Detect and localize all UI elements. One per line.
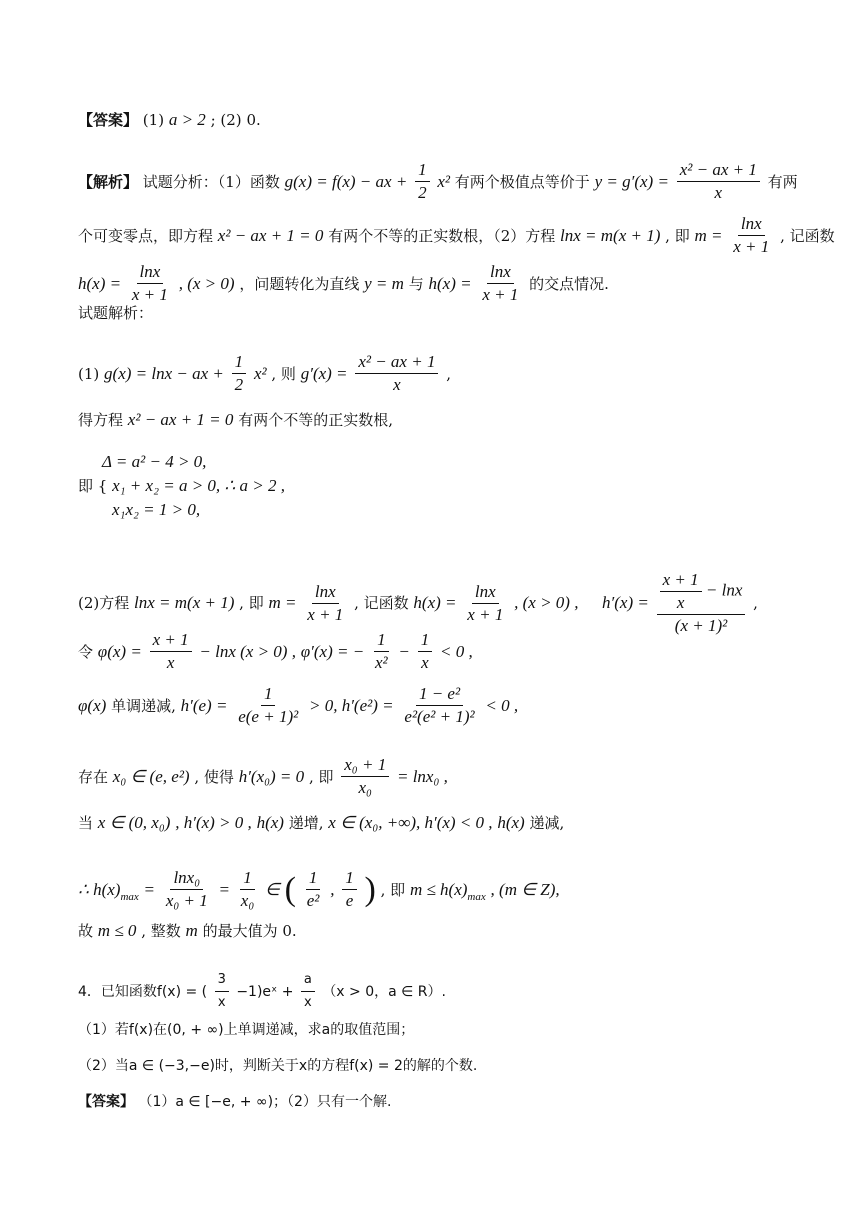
q4-d2: x [304,995,312,1010]
step7-d4: e [345,891,354,910]
step2-fraction [304,582,346,625]
step3-f2n: 1 [418,630,433,652]
analysis-line-2 [78,214,835,257]
step4-n2: 1 − e² [416,684,463,706]
step6-dec: 递减, [529,814,565,832]
analysis-line2-fraction [730,214,772,257]
step3-rest: − lnx (x > 0) , [199,641,296,661]
line3-fnum-2: lnx [487,262,514,284]
step5-den: x₀ [358,778,372,797]
step7-line: ∴ h(x)max = $\frac{\text{lnx₀}}{\text{x₀ + 1}}$ = $\frac{1}{\text{x₀}}$ ∈ ( $\frac{1}{\text{e²}}$ , $\frac{1}{e}$ ) , 即 m ≤ h(x)max , (m ∈ Z), [78,868,560,910]
step7-n4: 1 [342,868,357,890]
line3-text-c: 的交点情况. [529,274,609,293]
step3-f1d: x² [374,653,388,672]
line3-text-b: 与 [408,274,424,293]
line3-fraction-2 [479,262,521,305]
line3-fraction [129,262,171,305]
step1-sys-prefix: 即 { [78,477,108,495]
step2-hp-fraction [657,570,746,636]
step7-f2 [238,868,257,911]
q4-d: x [217,995,226,1010]
step7-c: m ≤ h(x) [409,879,468,899]
q4-c: （x > 0，a ∈ R）. [322,983,446,1000]
step4-n1: 1 [261,684,276,706]
analysis-tail: 有两 [767,172,798,191]
step6-i2: x ∈ (x₀, +∞), h′(x) < 0 , [328,813,493,832]
q4-part1: （1）若f(x)在(0, + ∞)上单调递减，求a的取值范围； [78,1022,415,1038]
step7-a: ∴ h(x) [78,879,121,899]
step4-d2: e²(e² + 1)² [404,707,475,726]
step1-part: (1) [78,364,100,383]
step8-b: , 整数 [141,922,181,940]
gprime-left: y = g′(x) = [594,171,669,191]
step2-hp-inner-fraction [660,570,702,613]
step5-fraction [341,755,389,798]
step2-line [78,570,758,636]
step2-h: h(x) = [413,593,457,612]
step7-d2: x₀ [240,891,255,910]
step5-c: , 即 [308,767,334,786]
step8-c: 的最大值为 [202,922,278,940]
analysis-mid: 有两个极值点等价于 [454,172,590,191]
step1-g: g(x) = lnx − ax + [104,363,224,383]
step4-f1 [235,684,301,727]
step3-fraction [150,630,192,673]
step1-sys1: Δ = a² − 4 > 0, [102,452,207,471]
step1-gp: g′(x) = [300,363,348,383]
step1-half [232,352,247,395]
step4-f2 [401,684,477,727]
analysis-line2-m: m = [694,225,723,245]
line3-fden-2: x + 1 [482,285,519,304]
step5-rest: = lnx₀ , [396,766,448,786]
answer-part1: (1) [142,111,165,129]
analysis-line2-eq: x² − ax + 1 = 0 [217,225,324,245]
analysis-line-1 [78,160,798,203]
step3-line [78,630,473,673]
line2-fnum: lnx [738,214,765,236]
step6-c1: , h′(x) > 0 , [175,813,252,832]
step6-inc: 递增, [288,814,324,832]
step3-f1 [372,630,391,673]
solution-label: 试题解析： [78,304,154,322]
gprime-fraction [677,160,760,203]
step2-end: , [753,594,758,612]
step8-m2: m [185,921,198,940]
step1-gp-fraction [355,352,438,395]
step3-den: x [166,653,175,672]
step7-sub: max [120,890,139,903]
q4-answer-line [78,1092,391,1112]
step3-f2 [418,630,433,673]
step5-eq: h′(x₀) = 0 [238,766,305,786]
step1-then: , 则 [271,364,296,383]
answer-line [78,109,261,130]
step1-sys3: x₁x₂ = 1 > 0, [112,500,201,519]
step2-c: , 记函数 [354,594,409,612]
step2-hp-num-rest: − lnx [705,580,743,600]
step7-d3: e² [306,891,320,910]
q4-answer-label: 【答案】 [78,1094,134,1110]
step3-lt: < 0 , [439,641,473,661]
line3-fnum: lnx [137,262,164,284]
half-num: 1 [415,160,430,182]
step7-rp: ) [364,870,376,908]
line3-h: h(x) = [78,273,122,293]
gprime-num: x² − ax + 1 [677,160,760,182]
step2-hp-num [657,570,746,615]
step1-half-den: 2 [234,375,244,394]
q4-line [78,970,446,1013]
step7-b: , 即 [380,880,406,899]
step1-system [78,450,285,522]
step3-phi: φ(x) = [97,641,142,661]
step1-line2-eq: x² − ax + 1 = 0 [127,410,234,429]
line3-ym: y = m [364,273,404,293]
step2-eq: lnx = m(x + 1) [134,593,235,612]
step4-d1: e(e + 1)² [238,707,299,726]
analysis-line-3 [78,262,609,305]
step1-comma: , [446,364,452,383]
step7-lp: ( [284,870,296,908]
x-squared: x² [437,171,451,191]
step3-f2d: x [421,653,429,672]
step6-h2: h(x) [497,813,525,832]
g-def: g(x) = f(x) − ax + [284,171,408,191]
step3-minus: − [398,641,410,661]
step7-eq: = [143,879,156,899]
step5-a: 存在 [78,767,109,786]
analysis-line2-eq2: lnx = m(x + 1) [560,225,661,245]
step1-num: x² − ax + 1 [355,352,438,374]
step1-half-num: 1 [232,352,247,374]
step1-x2: x² [253,363,267,383]
analysis-label: 【解析】 [78,172,139,191]
step6-a: 当 [78,814,94,832]
step7-f3 [304,868,323,911]
step6-i1: x ∈ (0, x₀) [97,813,171,832]
q4-a: 4．已知函数f(x) = ( [78,983,208,1000]
q4-frac2 [301,970,315,1013]
step3-f1n: 1 [374,630,389,652]
analysis-line2-text-d: , 记函数 [780,226,835,245]
q4-frac1 [215,970,229,1013]
step4-phi: φ(x) [78,695,107,715]
step6-h1: h(x) [256,813,284,832]
line3-cond: , (x > 0) [178,273,235,293]
line3-fden: x + 1 [131,285,168,304]
analysis-line2-text-c: , 即 [665,226,690,245]
step4-he: h′(e) = [180,695,228,715]
step7-d: , (m ∈ Z), [490,879,560,899]
line3-text-a: ，问题转化为直线 [239,274,360,293]
step1-sys2: x₁ + x₂ = a > 0, ∴ a > 2 , [112,476,285,495]
step7-n1: lnx₀ [170,868,203,890]
answer-sep: ; (2) [210,111,242,129]
line3-h2: h(x) = [428,273,472,293]
answer-expr1: a > 2 [168,110,206,129]
q4-n2: a [301,970,315,992]
step5-x0: x₀ ∈ (e, e²) [112,766,190,786]
step7-eq-2: = [218,879,231,899]
step5-num: x₀ + 1 [341,755,389,777]
step2-hp-den: (x + 1)² [674,616,728,635]
step2-hp: h′(x) = [602,593,649,612]
analysis-lead: 试题分析：（1）函数 [142,172,280,191]
step7-sub2: max [467,890,486,903]
step3-phip: φ′(x) = − [300,641,365,661]
q4-b: −1)eˣ + [236,983,294,1000]
step1-line-2 [78,409,393,430]
step7-f1 [163,868,211,911]
step8-a: 故 [78,922,94,940]
step4-a: 单调递减, [111,696,176,715]
q4-part2: （2）当a ∈ (−3,−e)时，判断关于x的方程f(x) = 2的解的个数. [78,1058,478,1074]
step4-mid: > 0, h′(e²) = [308,695,394,715]
step2-hp-inner-num: x + 1 [660,570,702,592]
step8-line [78,920,297,941]
step2-fnum: lnx [312,582,339,604]
step7-d1: x₀ + 1 [165,891,208,910]
step5-b: , 使得 [194,767,234,786]
gprime-den: x [714,183,723,202]
half-fraction [415,160,430,203]
step4-lt: < 0 , [485,695,519,715]
step4-line [78,684,518,727]
half-den: 2 [418,183,427,202]
step8-v: 0. [282,922,297,940]
step2-cond: , (x > 0) , [514,593,579,612]
step3-a: 令 [78,642,94,661]
step2-fden: x + 1 [307,604,344,624]
step8-m: m ≤ 0 [97,921,137,940]
answer-expr2: 0. [246,111,261,129]
step2-b: , 即 [239,594,264,612]
step2-a: (2)方程 [78,594,130,612]
step3-num: x + 1 [150,630,192,652]
step2-fnum-2: lnx [472,582,499,604]
step1-line [78,352,451,395]
step7-f4 [342,868,357,911]
step7-in: ∈ [265,879,280,899]
answer-label: 【答案】 [78,111,139,129]
step1-line2-a: 得方程 [78,411,124,429]
q4-answer: （1）a ∈ [−e, + ∞)；（2）只有一个解. [138,1094,392,1110]
step2-fraction-2 [464,582,506,625]
step6-line [78,812,564,833]
step2-m: m = [268,593,297,612]
analysis-line2-text-b: 有两个不等的正实数根，（2）方程 [328,226,556,245]
q4-n: 3 [215,970,229,992]
step1-line2-b: 有两个不等的正实数根, [238,411,393,429]
step5-line [78,755,448,798]
step2-hp-inner-den: x [676,593,685,612]
step2-fden-2: x + 1 [467,604,504,624]
line2-fden: x + 1 [733,237,770,256]
step7-n3: 1 [306,868,321,890]
analysis-line2-text-a: 个可变零点，即方程 [78,226,214,245]
step1-den: x [393,375,401,394]
step7-n2: 1 [240,868,255,890]
